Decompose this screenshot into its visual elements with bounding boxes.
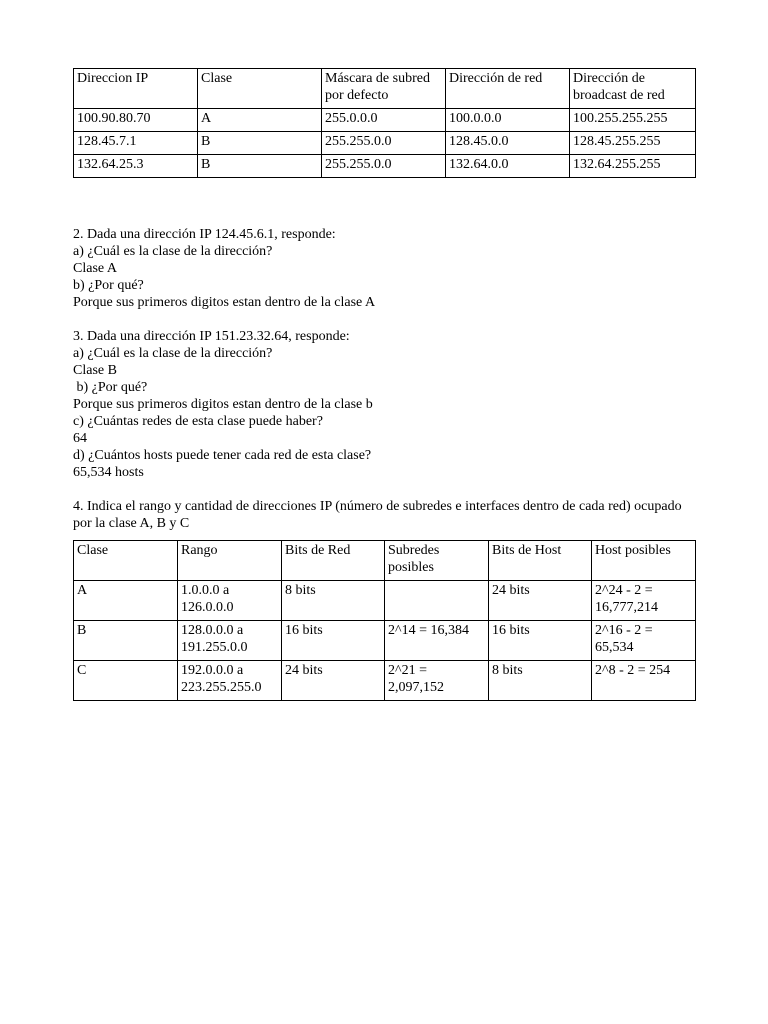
table-cell: A [198,109,322,132]
table-cell: C [74,661,178,701]
answer-text: 64 [73,431,87,446]
question-heading: 3. Dada una dirección IP 151.23.32.64, responde: [73,329,350,344]
answer-text: Clase A [73,261,117,276]
table-row [74,661,696,701]
table-cell: 128.45.255.255 [570,132,696,155]
table-cell [385,581,489,621]
header-cell: Bits de Red [282,541,385,581]
table-row [74,109,696,132]
answer-text: Clase B [73,363,117,378]
ip-classification-table [73,68,696,178]
question-item: b) ¿Por qué? [73,278,144,293]
question-2 [73,226,696,311]
question-heading: 4. Indica el rango y cantidad de direcciones IP (número de subredes e interfaces dentro de cada red) ocupado por la clase A, B y C [73,499,682,531]
question-item: a) ¿Cuál es la clase de la dirección? [73,244,273,259]
header-cell: Dirección de red [446,69,570,109]
question-item: b) ¿Por qué? [73,380,148,395]
header-cell: Clase [74,541,178,581]
table-cell: 132.64.0.0 [446,155,570,178]
table-cell: 24 bits [489,581,592,621]
table-row [74,581,696,621]
table-cell: 255.255.0.0 [322,155,446,178]
header-cell: Subredes posibles [385,541,489,581]
header-cell: Rango [178,541,282,581]
header-cell: Máscara de subred por defecto [322,69,446,109]
table-cell: 2^21 = 2,097,152 [385,661,489,701]
header-cell: Host posibles [592,541,696,581]
table-cell: 8 bits [489,661,592,701]
header-cell: Direccion IP [74,69,198,109]
table-cell: 132.64.25.3 [74,155,198,178]
table-cell: B [74,621,178,661]
question-item: d) ¿Cuántos hosts puede tener cada red de esta clase? [73,448,372,463]
header-cell: Bits de Host [489,541,592,581]
spacer [73,178,696,226]
table-cell: 100.90.80.70 [74,109,198,132]
table-cell: 132.64.255.255 [570,155,696,178]
table-cell: 128.45.0.0 [446,132,570,155]
table-cell: 255.0.0.0 [322,109,446,132]
table-cell: 128.0.0.0 a 191.255.0.0 [178,621,282,661]
table-cell: 255.255.0.0 [322,132,446,155]
table-cell: 100.0.0.0 [446,109,570,132]
answer-text: 65,534 hosts [73,465,144,480]
table-cell: 128.45.7.1 [74,132,198,155]
table-cell: 24 bits [282,661,385,701]
document-page [73,68,696,701]
header-cell: Clase [198,69,322,109]
table-row [74,132,696,155]
table-header-row [74,69,696,109]
table-cell: B [198,132,322,155]
table-header-row [74,541,696,581]
question-item: c) ¿Cuántas redes de esta clase puede haber? [73,414,323,429]
question-4 [73,498,696,532]
question-heading: 2. Dada una dirección IP 124.45.6.1, responde: [73,227,336,242]
question-3 [73,328,696,481]
table-cell: 2^8 - 2 = 254 [592,661,696,701]
table-cell: 192.0.0.0 a 223.255.255.0 [178,661,282,701]
table-cell: 16 bits [489,621,592,661]
answer-text: Porque sus primeros digitos estan dentro de la clase b [73,397,373,412]
table-cell: B [198,155,322,178]
table-cell: 16 bits [282,621,385,661]
answer-text: Porque sus primeros digitos estan dentro de la clase A [73,295,376,310]
table-cell: 100.255.255.255 [570,109,696,132]
table-cell: 2^14 = 16,384 [385,621,489,661]
table-cell: 8 bits [282,581,385,621]
ip-class-range-table [73,540,696,701]
table-row [74,155,696,178]
table-cell: A [74,581,178,621]
table-row [74,621,696,661]
table-cell: 2^16 - 2 = 65,534 [592,621,696,661]
header-cell: Dirección de broadcast de red [570,69,696,109]
table-cell: 2^24 - 2 = 16,777,214 [592,581,696,621]
question-item: a) ¿Cuál es la clase de la dirección? [73,346,273,361]
table-cell: 1.0.0.0 a 126.0.0.0 [178,581,282,621]
